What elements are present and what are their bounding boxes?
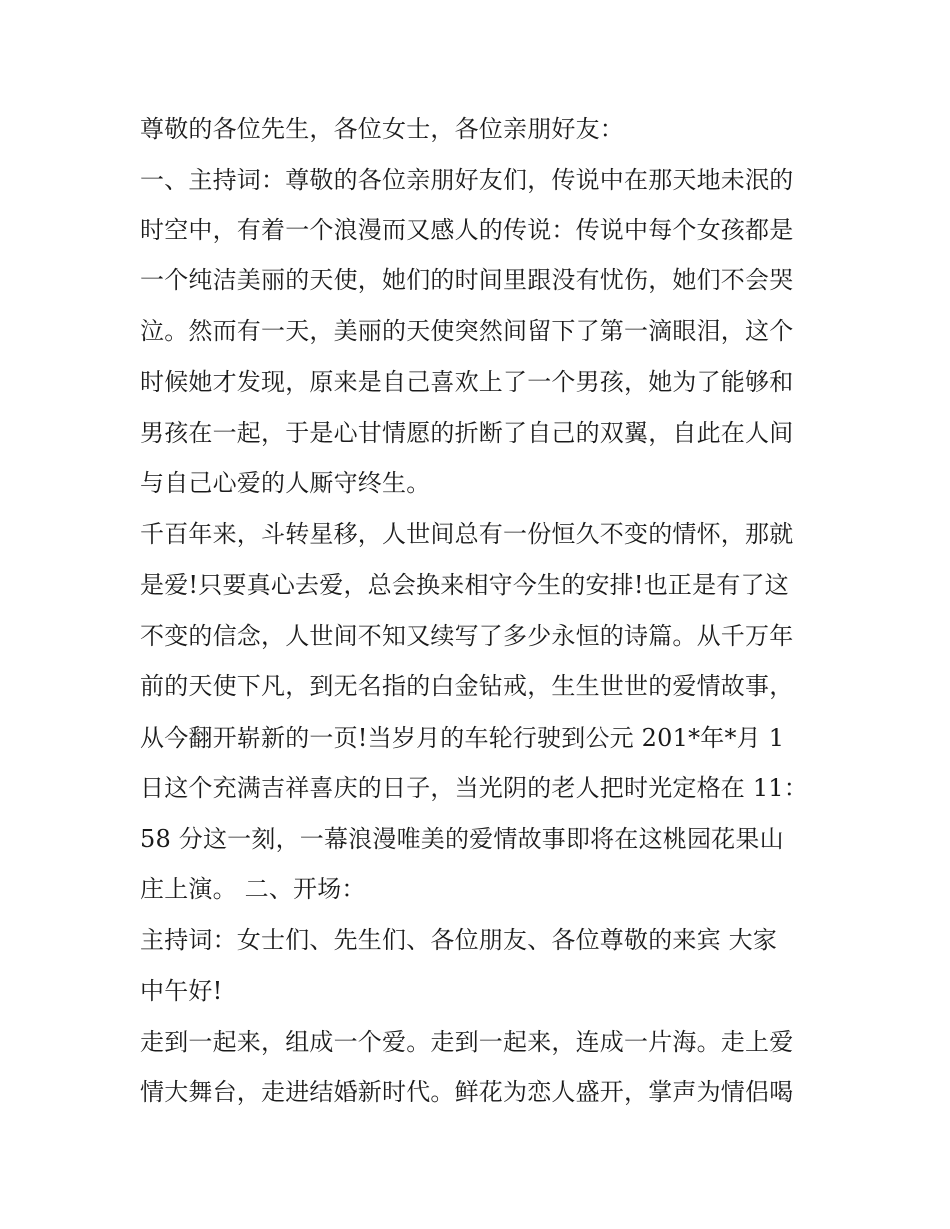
text-line: 日这个充满吉祥喜庆的日子，当光阴的老人把时光定格在 11： [140,774,808,802]
text-line: 时候她才发现，原来是自己喜欢上了一个男孩，她为了能够和 [140,368,794,396]
text-line: 前的天使下凡，到无名指的白金钻戒，生生世世的爱情故事， [140,672,794,700]
text-line: 男孩在一起，于是心甘情愿的折断了自己的双翼，自此在人间 [140,419,794,447]
text-line: 走到一起来，组成一个爱。走到一起来，连成一片海。走上爱 [140,1028,794,1056]
text-line: 是爱!只要真心去爱，总会换来相守今生的安排!也正是有了这 [140,571,789,599]
text-line: 从今翻开崭新的一页!当岁月的车轮行驶到公元 201*年*月 1 [140,724,785,752]
text-line: 中午好! [140,977,223,1005]
text-line: 不变的信念，人世间不知又续写了多少永恒的诗篇。从千万年 [140,622,794,650]
text-line: 情大舞台，走进结婚新时代。鲜花为恋人盛开，掌声为情侣喝 [140,1078,794,1106]
text-line: 58 分这一刻，一幕浪漫唯美的爱情故事即将在这桃园花果山 [140,825,784,853]
text-line: 与自己心爱的人厮守终生。 [140,469,431,497]
text-line: 千百年来，斗转星移，人世间总有一份恒久不变的情怀，那就 [140,520,794,548]
text-line: 泣。然而有一天，美丽的天使突然间留下了第一滴眼泪，这个 [140,317,794,345]
text-line: 庄上演。 二、开场： [140,875,366,903]
text-line: 尊敬的各位先生，各位女士，各位亲朋好友： [140,115,624,143]
text-line: 一、主持词：尊敬的各位亲朋好友们，传说中在那天地未泯的 [140,166,794,194]
text-line: 主持词：女士们、先生们、各位朋友、各位尊敬的来宾 大家 [140,926,778,954]
text-line: 一个纯洁美丽的天使，她们的时间里跟没有忧伤，她们不会哭 [140,266,794,294]
text-line: 时空中，有着一个浪漫而又感人的传说：传说中每个女孩都是 [140,216,794,244]
